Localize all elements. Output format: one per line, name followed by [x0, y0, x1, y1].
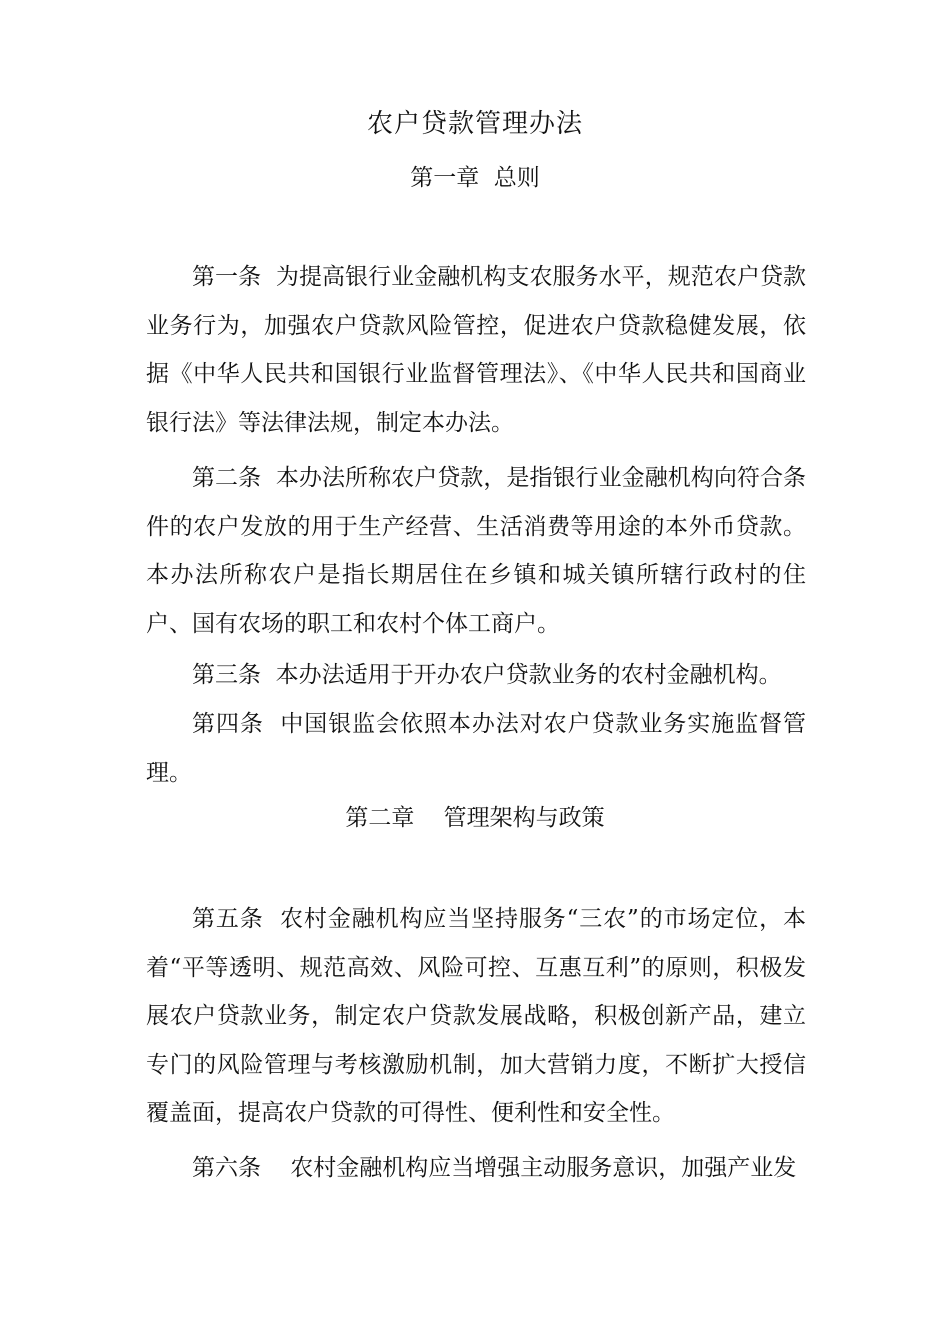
article-6-text: 农村金融机构应当增强主动服务意识，加强产业发: [290, 1155, 797, 1181]
article-3-label: 第三条: [192, 662, 276, 688]
article-5: [146, 895, 806, 1138]
article-3: [146, 651, 806, 700]
chapter-1-heading: 第一章 总则: [410, 165, 540, 191]
article-4-label: 第四条: [192, 711, 281, 737]
document-title: 农户贷款管理办法: [366, 109, 583, 139]
article-5-label: 第五条: [192, 906, 281, 932]
article-5-text: 农村金融机构应当坚持服务“三农”的市场定位，本着“平等透明、规范高效、风险可控、互惠互利”的原则，积极发展农户贷款业务，制定农户贷款发展战略，积极创新产品，建立专门的风险管理与考核激励机制，加大营销力度，不断扩大授信覆盖面，提高农户贷款的可得性、便利性和安全性。: [146, 906, 806, 1126]
article-3-text: 本办法适用于开办农户贷款业务的农村金融机构。: [275, 662, 782, 688]
article-2-label: 第二条: [192, 465, 276, 491]
article-1-label: 第一条: [192, 264, 276, 290]
article-6: [146, 1144, 806, 1193]
article-1: [146, 253, 806, 447]
article-4: [146, 700, 806, 797]
article-6-label: 第六条: [192, 1155, 291, 1181]
article-1-text: 为提高银行业金融机构支农服务水平，规范农户贷款业务行为，加强农户贷款风险管控，促进农户贷款稳健发展，依据《中华人民共和国银行业监督管理法》、《中华人民共和国商业银行法》等法律法规，制定本办法。: [146, 264, 807, 436]
article-2-text: 本办法所称农户贷款，是指银行业金融机构向符合条件的农户发放的用于生产经营、生活消费等用途的本外币贷款。本办法所称农户是指长期居住在乡镇和城关镇所辖行政村的住户、国有农场的职工和农村个体工商户。: [146, 465, 807, 637]
chapter-2-heading: 第二章 管理架构与政策: [345, 805, 605, 831]
article-2: [146, 454, 806, 648]
article-4-text: 中国银监会依照本办法对农户贷款业务实施监督管理。: [146, 711, 806, 786]
